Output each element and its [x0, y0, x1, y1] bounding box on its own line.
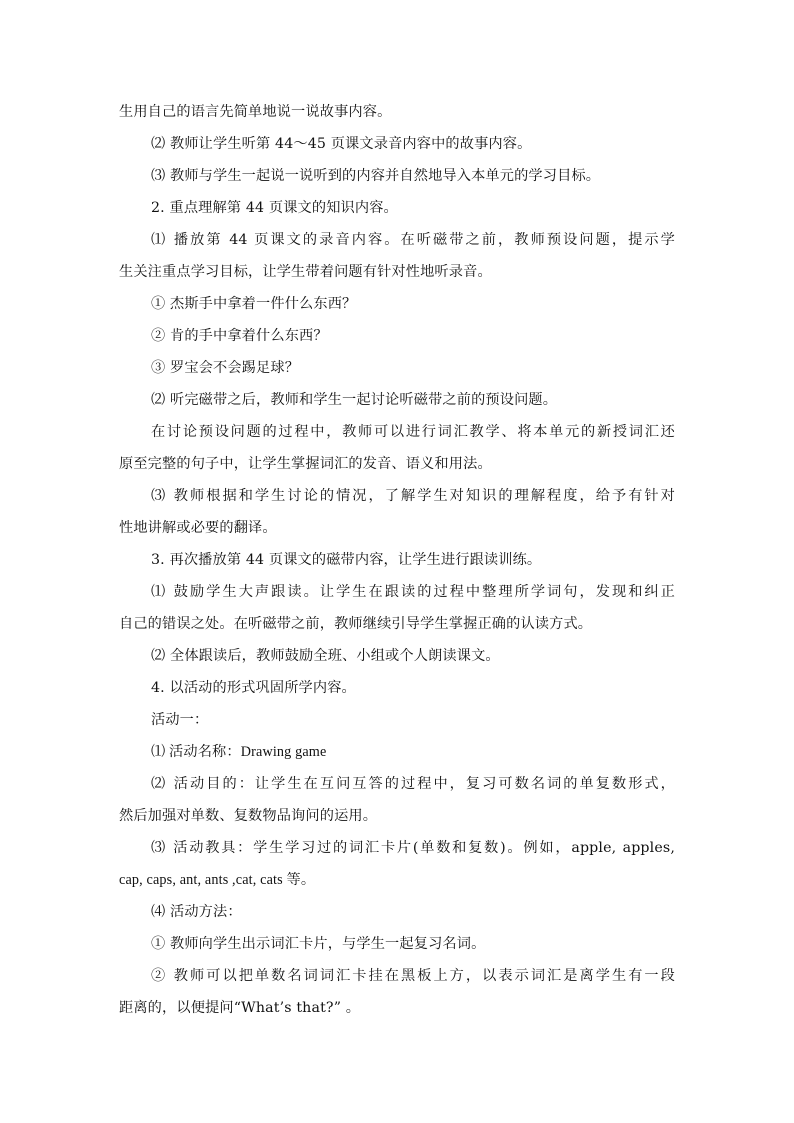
section-heading: 2. 重点理解第 44 页课文的知识内容。	[151, 200, 398, 216]
text-line: 性地讲解或必要的翻译。	[119, 520, 277, 536]
text-line: ⑴ 播放第 44 页课文的录音内容。在听磁带之前，教师预设问题，提示学	[151, 232, 675, 248]
text-line: 生关注重点学习目标，让学生带着问题有针对性地听录音。	[119, 264, 492, 280]
text-line: 距离的，以便提问“What’s that?” 。	[119, 1000, 361, 1016]
text-line: 生用自己的语言先简单地说一说故事内容。	[119, 104, 392, 120]
text-line: ⑵ 全体跟读后，教师鼓励全班、小组或个人朗读课文。	[151, 648, 500, 664]
text-line: 自己的错误之处。在听磁带之前，教师继续引导学生掌握正确的认读方式。	[119, 616, 593, 632]
text-line: 然后加强对单数、复数物品询问的运用。	[119, 808, 378, 824]
question-item: ③ 罗宝会不会踢足球？	[151, 360, 300, 376]
list-item: ② 教师可以把单数名词词汇卡挂在黑板上方，以表示词汇是离学生有一段	[151, 968, 675, 984]
activity-heading: 活动一：	[151, 712, 209, 728]
question-item: ② 肯的手中拿着什么东西？	[151, 328, 328, 344]
text-line: ⑶ 教师与学生一起说一说听到的内容并自然地导入本单元的学习目标。	[151, 168, 601, 184]
text-line: ⑶ 教师根据和学生讨论的情况，了解学生对知识的理解程度，给予有针对	[151, 488, 675, 504]
list-item: ① 教师向学生出示词汇卡片，与学生一起复习名词。	[151, 936, 486, 952]
text-line: ⑵ 活动目的：让学生在互问互答的过程中，复习可数名词的单复数形式，	[151, 776, 675, 792]
section-heading: 4. 以活动的形式巩固所学内容。	[151, 680, 356, 696]
question-item: ① 杰斯手中拿着一件什么东西？	[151, 296, 357, 312]
document-body	[119, 96, 675, 1024]
text-line: ⑶ 活动教具：学生学习过的词汇卡片(单数和复数)。例如，apple, apples,	[151, 840, 675, 856]
text-line: 在讨论预设问题的过程中，教师可以进行词汇教学、将本单元的新授词汇还	[151, 424, 675, 440]
text-line: ⑵ 听完磁带之后，教师和学生一起讨论听磁带之前的预设问题。	[151, 392, 558, 408]
text-line: cap, caps, ant, ants ,cat, cats 等。	[119, 872, 316, 888]
text-line: ⑵ 教师让学生听第 44～45 页课文录音内容中的故事内容。	[151, 136, 532, 152]
text-line: 原至完整的句子中，让学生掌握词汇的发音、语义和用法。	[119, 456, 492, 472]
text-line: ⑴ 活动名称：Drawing game	[151, 744, 327, 760]
section-heading: 3. 再次播放第 44 页课文的磁带内容，让学生进行跟读训练。	[151, 552, 542, 568]
text-line: ⑴ 鼓励学生大声跟读。让学生在跟读的过程中整理所学词句，发现和纠正	[151, 584, 675, 600]
text-line: ⑷ 活动方法：	[151, 904, 242, 920]
